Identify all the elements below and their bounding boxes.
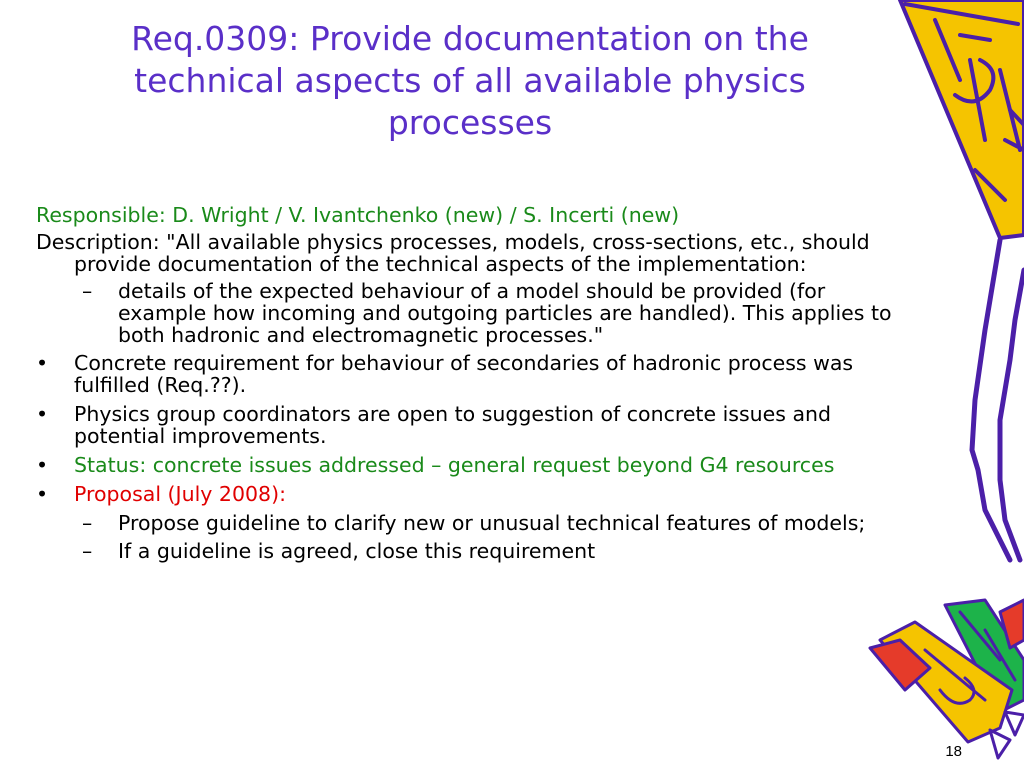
page-number: 18 (945, 743, 962, 760)
bullet-marker: • (36, 482, 49, 506)
proposal-item-text: If a guideline is agreed, close this requirement (118, 539, 596, 563)
proposal-heading: Proposal (July 2008): (74, 482, 286, 506)
bullet-text: Physics group coordinators are open to suggestion of concrete issues and potential improvements. (74, 402, 832, 448)
responsible-line: Responsible: D. Wright / V. Ivantchenko (new) / S. Incerti (new) (36, 203, 680, 227)
description-paragraph: Description: "All available physics processes, models, cross-sections, etc., should provide documentation of the technical aspects of the implementation: (36, 230, 870, 276)
dash-marker: – (82, 539, 93, 563)
dash-marker: – (82, 511, 93, 535)
bullet-marker: • (36, 351, 49, 375)
dash-marker: – (82, 279, 93, 303)
proposal-item-text: Propose guideline to clarify new or unusual technical features of models; (118, 511, 866, 535)
bullet-text: Concrete requirement for behaviour of secondaries of hadronic process was fulfilled (Req.??). (74, 351, 854, 397)
bullet-marker: • (36, 402, 49, 426)
description-sub-text: details of the expected behaviour of a model should be provided (for example how incoming and outgoing particles are handled). This applies to both hadronic and electromagnetic processes." (118, 279, 892, 347)
status-text: Status: concrete issues addressed – general request beyond G4 resources (74, 453, 835, 477)
slide-title: Req.0309: Provide documentation on the technical aspects of all available physics processes (131, 19, 809, 142)
bullet-marker: • (36, 453, 49, 477)
